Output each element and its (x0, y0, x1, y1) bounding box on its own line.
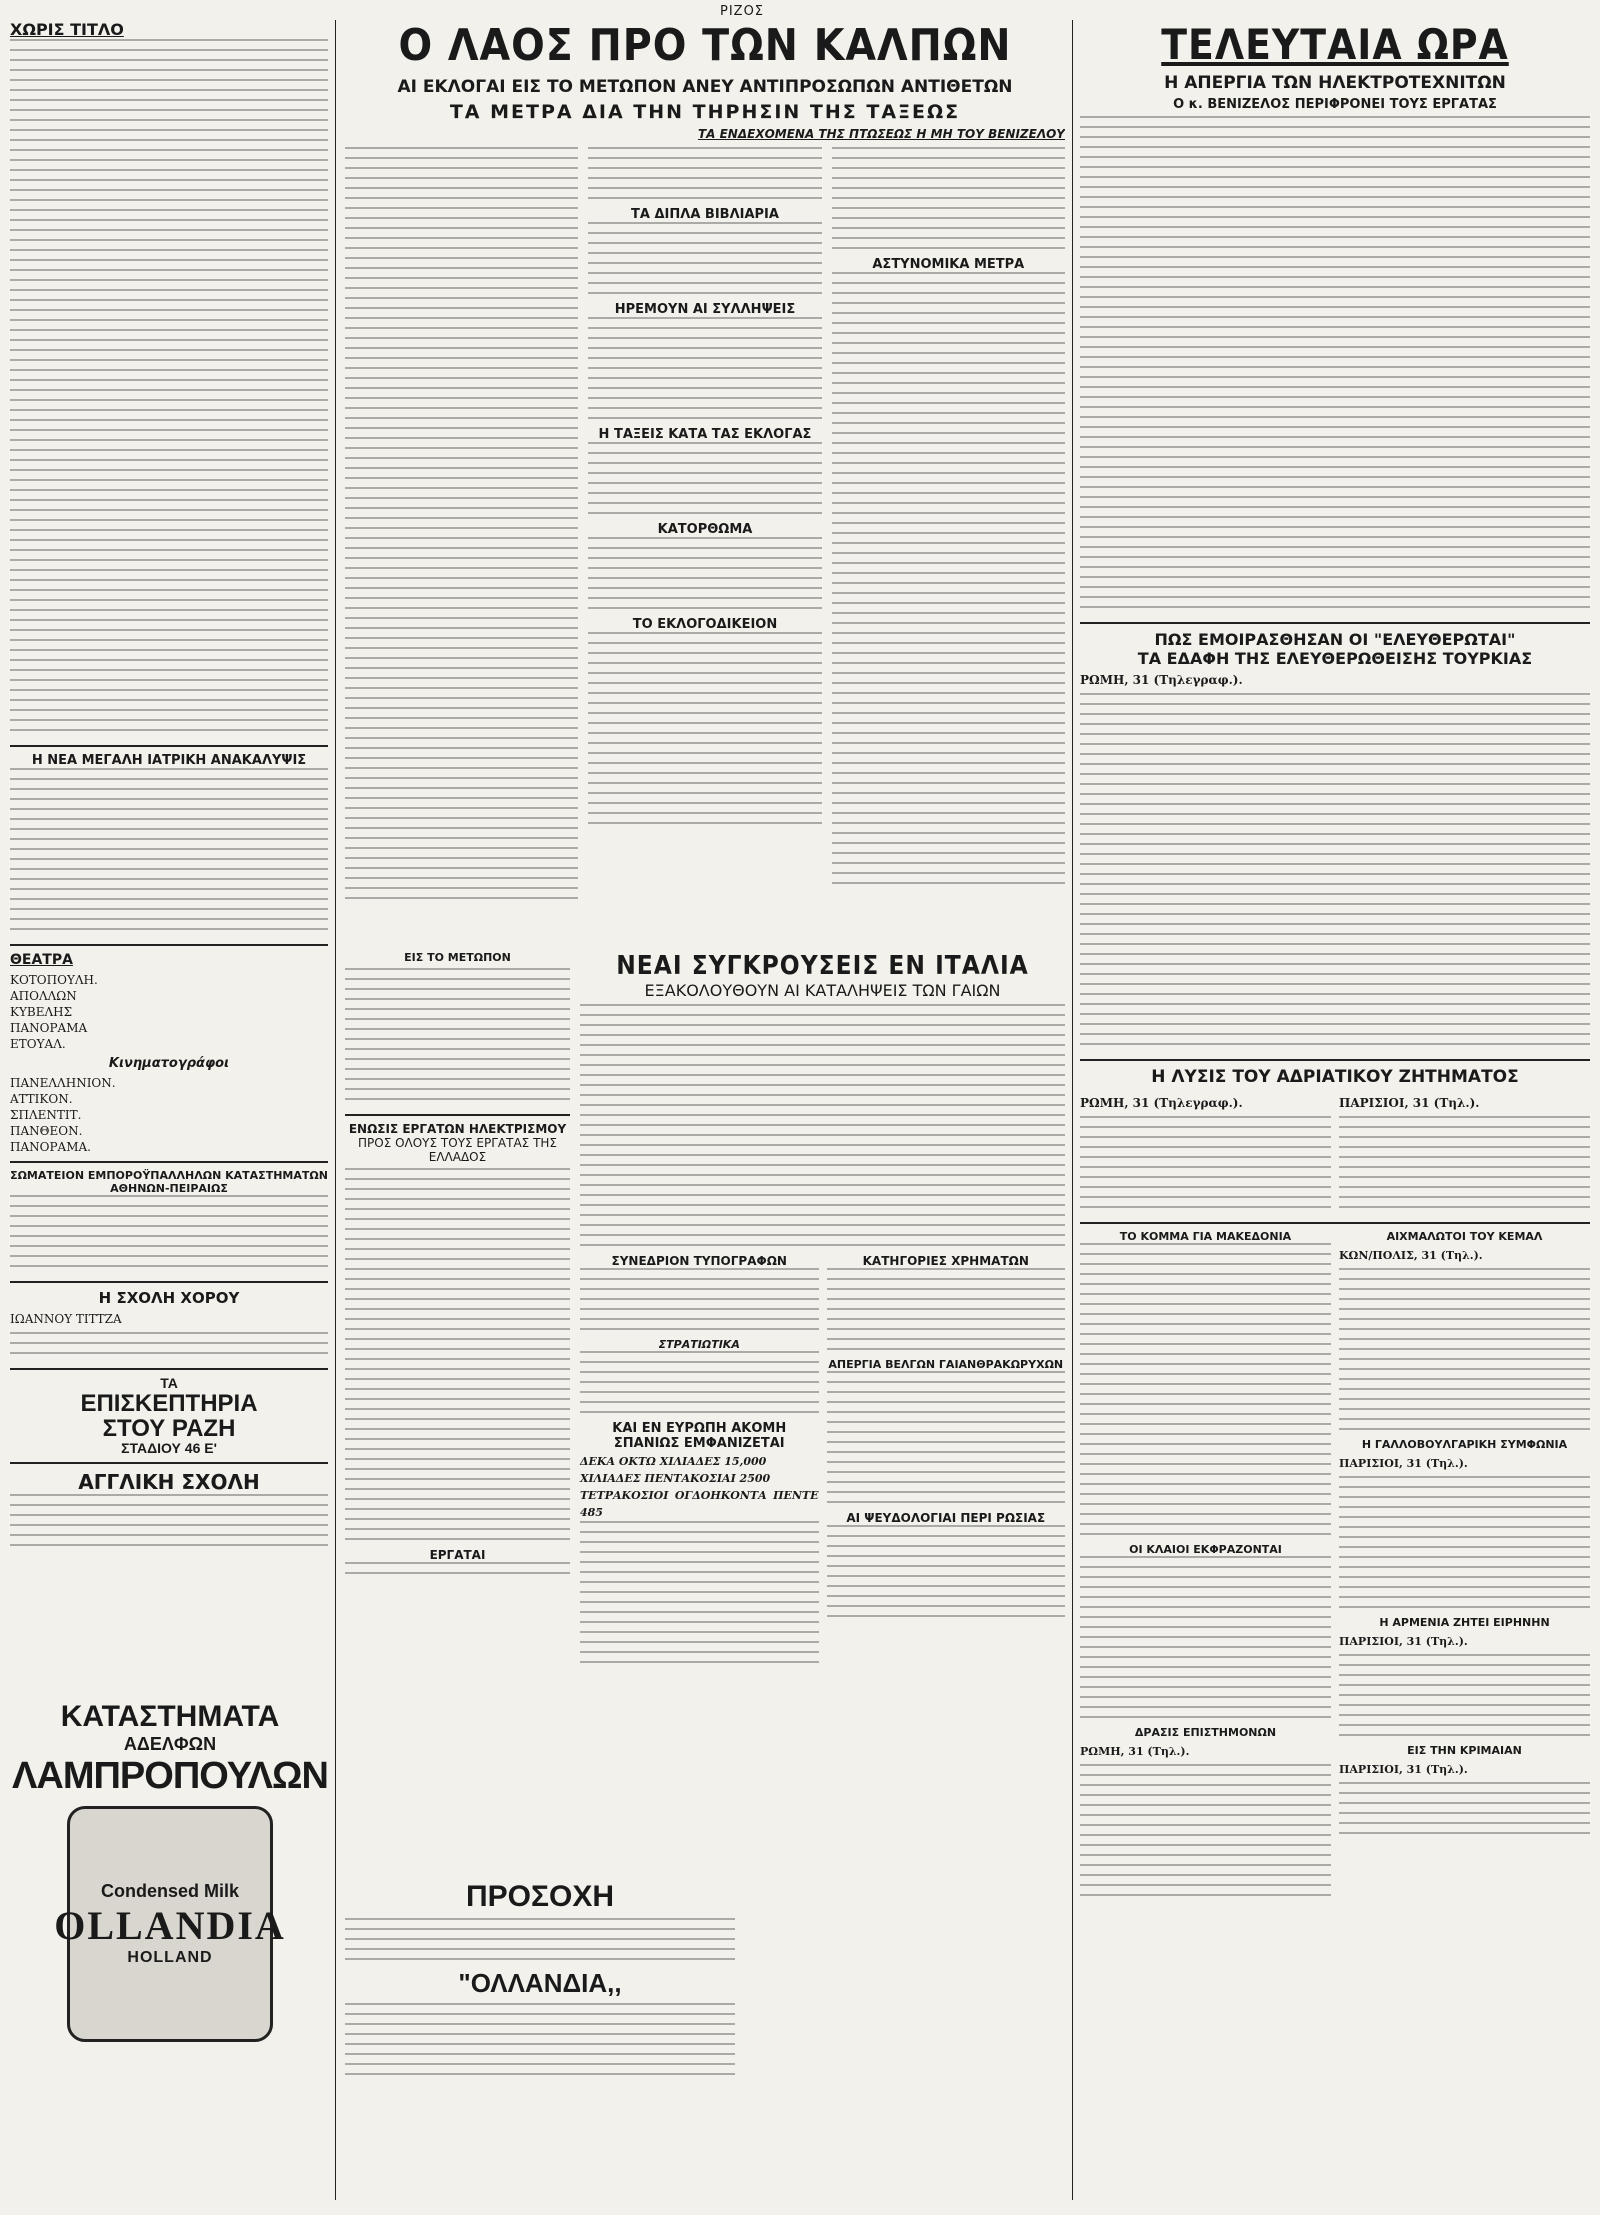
can-label: HOLLAND (127, 1949, 213, 1966)
stat-line: ΔΕΚΑ ΟΚΤΩ ΧΙΛΙΑΔΕΣ 15,000 (580, 1455, 767, 1468)
article-body (10, 1494, 328, 1554)
ad-text: ΤΑ (160, 1375, 178, 1391)
sub-headline: ΤΟ ΚΟΜΜΑ ΓΙΑ ΜΑΚΕΔΟΝΙΑ (1119, 1230, 1292, 1243)
sub-headline: ΤΑ ΕΔΑΦΗ ΤΗΣ ΕΛΕΥΘΕΡΩΘΕΙΣΗΣ ΤΟΥΡΚΙΑΣ (1137, 649, 1533, 668)
listing-item: ΠΑΝΘΕΟΝ. (10, 1124, 83, 1138)
main-headline: Ο ΛΑΟΣ ΠΡΟ ΤΩΝ ΚΑΛΠΩΝ (398, 20, 1012, 71)
article-body (10, 768, 328, 938)
section-title: Η ΣΧΟΛΗ ΧΟΡΟΥ (98, 1289, 240, 1307)
sub-headline: Η ΑΠΕΡΓΙΑ ΤΩΝ ΗΛΕΚΤΡΟΤΕΧΝΙΤΩΝ (1164, 73, 1506, 93)
section-title: ΣΩΜΑΤΕΙΟΝ ΕΜΠΟΡΟΫΠΑΛΛΗΛΩΝ ΚΑΤΑΣΤΗΜΑΤΩΝ ΑΘΗΝΩΝ-ΠΕΙΡΑΙΩΣ (10, 1169, 328, 1195)
ad-headline: ΚΑΤΑΣΤΗΜΑΤΑ (60, 1700, 280, 1733)
ad-text: ΕΠΙΣΚΕΠΤΗΡΙΑ (80, 1389, 258, 1417)
lower-right (1080, 1230, 1590, 1904)
sub-headline: Ο κ. ΒΕΝΙΖΕΛΟΣ ΠΕΡΙΦΡΟΝΕΙ ΤΟΥΣ ΕΡΓΑΤΑΣ (1173, 97, 1497, 112)
sub-headline: ΚΑΤΗΓΟΡΙΕΣ ΧΡΗΜΑΤΩΝ (862, 1254, 1029, 1268)
sub-headline: ΣΤΡΑΤΙΩΤΙΚΑ (658, 1338, 740, 1351)
adria-columns (1080, 1091, 1590, 1216)
dateline: ΠΑΡΙΣΙΟΙ, 31 (Τηλ.). (1339, 1763, 1468, 1776)
article-body (1080, 116, 1590, 616)
sub-headline: ΕΞΑΚΟΛΟΥΘΟΥΝ ΑΙ ΚΑΤΑΛΗΨΕΙΣ ΤΩΝ ΓΑΙΩΝ (644, 981, 1001, 1000)
union-notice (345, 951, 570, 1671)
sub-headline: Η ΑΡΜΕΝΙΑ ΖΗΤΕΙ ΕΙΡΗΝΗΝ (1379, 1616, 1550, 1629)
sub-headline: Η ΓΑΛΛΟΒΟΥΛΓΑΡΙΚΗ ΣΥΜΦΩΝΙΑ (1361, 1438, 1568, 1451)
sub-headline: ΕΡΓΑΤΑΙ (429, 1548, 486, 1562)
sub-headline: ΟΙ ΚΛΑΙΟΙ ΕΚΦΡΑΖΟΝΤΑΙ (1129, 1543, 1282, 1556)
masthead (0, 0, 1600, 22)
ad-headline: ΑΔΕΛΦΩΝ (123, 1734, 217, 1754)
article-col (345, 147, 578, 947)
main-headline: ΤΕΛΕΥΤΑΙΑ ΩΡΑ (1161, 20, 1509, 69)
sub-headline: ΚΑΙ ΕΝ ΕΥΡΩΠΗ ΑΚΟΜΗ ΣΠΑΝΙΩΣ ΕΜΦΑΝΙΖΕΤΑΙ (612, 1421, 787, 1451)
divider (10, 1462, 328, 1464)
ad-block (10, 1700, 330, 2190)
center-column (345, 20, 1065, 1820)
sub-headline: ΕΙΣ ΤΟ ΜΕΤΩΠΟΝ (404, 951, 511, 964)
headline: ΝΕΑΙ ΣΥΓΚΡΟΥΣΕΙΣ ΕΝ ΙΤΑΛΙΑ (616, 951, 1029, 981)
column-divider (335, 20, 336, 2200)
sub-headline: ΔΡΑΣΙΣ ΕΠΙΣΤΗΜΟΝΩΝ (1134, 1726, 1277, 1739)
ad-text: ΣΤΟΥ ΡΑΖΗ (102, 1414, 236, 1442)
ad-visiting-cards (10, 1376, 328, 1456)
sub-headline: Η ΛΥΣΙΣ ΤΟΥ ΑΔΡΙΑΤΙΚΟΥ ΖΗΤΗΜΑΤΟΣ (1151, 1067, 1519, 1087)
milk-can-image (54, 1806, 286, 2042)
can-label: Condensed Milk (100, 1881, 239, 1901)
dance-line: ΙΩΑΝΝΟΥ ΤΙΤΤΖΑ (10, 1312, 122, 1326)
dateline: ΡΩΜΗ, 31 (Τηλεγραφ.). (1080, 1096, 1243, 1110)
divider (10, 1281, 328, 1283)
listing-item: ΚΟΤΟΠΟΥΛΗ. (10, 973, 98, 987)
sub-headline: ΑΙ ΕΚΛΟΓΑΙ ΕΙΣ ΤΟ ΜΕΤΩΠΟΝ ΑΝΕΥ ΑΝΤΙΠΡΟΣΩΠΩΝ ΑΝΤΙΘΕΤΩΝ (397, 77, 1013, 97)
listing-item: ΑΤΤΙΚΟΝ. (10, 1092, 73, 1106)
sub-headline: ΠΩΣ ΕΜΟΙΡΑΣΘΗΣΑΝ ΟΙ "ΕΛΕΥΘΕΡΩΤΑΙ" (1154, 630, 1516, 649)
divider (10, 1161, 328, 1163)
masthead-label: ΡΙΖΟΣ (720, 4, 765, 19)
sub-headline: ΑΙ ΨΕΥΔΟΛΟΓΙΑΙ ΠΕΡΙ ΡΩΣΙΑΣ (846, 1511, 1046, 1525)
listing-item: ΚΥΒΕΛΗΣ (10, 1005, 73, 1019)
section-title: ΑΓΓΛΙΚΗ ΣΧΟΛΗ (78, 1469, 260, 1494)
lower-center (345, 951, 1065, 1671)
dateline: ΡΩΜΗ, 31 (Τηλεγραφ.). (1080, 673, 1243, 687)
listing-item: ΣΠΛΕΝΤΙΤ. (10, 1108, 82, 1122)
sub-headline: ΤΑ ΔΙΠΛΑ ΒΙΒΛΙΑΡΙΑ (631, 207, 779, 222)
dateline: ΠΑΡΙΣΙΟΙ, 31 (Τηλ.). (1339, 1457, 1468, 1470)
sub-headline: ΤΑ ΜΕΤΡΑ ΔΙΑ ΤΗΝ ΤΗΡΗΣΙΝ ΤΗΣ ΤΑΞΕΩΣ (449, 101, 961, 123)
dateline: ΡΩΜΗ, 31 (Τηλ.). (1080, 1745, 1190, 1758)
article-columns (345, 147, 1065, 947)
section-title: ΧΩΡΙΣ ΤΙΤΛΟ (10, 20, 124, 39)
article-body (1080, 693, 1590, 1053)
sub-headline: ΑΙΧΜΑΛΩΤΟΙ ΤΟΥ ΚΕΜΑΛ (1386, 1230, 1543, 1243)
article-col (832, 147, 1065, 947)
sub-headline: ΤΟ ΕΚΛΟΓΟΔΙΚΕΙΟΝ (632, 617, 778, 632)
article-col (588, 147, 821, 947)
article-body (10, 1332, 328, 1362)
divider (10, 745, 328, 747)
sub-headline: Η ΤΑΞΕΙΣ ΚΑΤΑ ΤΑΣ ΕΚΛΟΓΑΣ (598, 427, 812, 442)
ad-text: ΣΤΑΔΙΟΥ 46 Ε' (121, 1440, 217, 1457)
italy-story (580, 951, 1065, 1671)
section-title: Κινηματογράφοι (108, 1056, 230, 1071)
dateline: ΚΩΝ/ΠΟΛΙΣ, 31 (Τηλ.). (1339, 1249, 1483, 1262)
ad-headline: ΠΡΟΣΟΧΗ (465, 1880, 615, 1913)
can-label: OLLANDIA (54, 1903, 286, 1948)
ad-headline: ΛΑΜΠΡΟΠΟΥΛΩΝ (12, 1755, 328, 1797)
kicker: ΤΑ ΕΝΔΕΧΟΜΕΝΑ ΤΗΣ ΠΤΩΣΕΩΣ Η ΜΗ ΤΟΥ ΒΕΝΙΖΕΛΟΥ (697, 127, 1065, 141)
dateline: ΠΑΡΙΣΙΟΙ, 31 (Τηλ.). (1339, 1096, 1480, 1110)
column-divider (1072, 20, 1073, 2200)
listing-item: ΠΑΝΕΛΛΗΝΙΟΝ. (10, 1076, 116, 1090)
sub-headline: ΑΣΤΥΝΟΜΙΚΑ ΜΕΤΡΑ (872, 257, 1025, 272)
divider (10, 1368, 328, 1370)
listing-item: ΠΑΝΟΡΑΜΑ (10, 1021, 88, 1035)
sub-headline: ΠΡΟΣ ΟΛΟΥΣ ΤΟΥΣ ΕΡΓΑΤΑΣ ΤΗΣ ΕΛΛΑΔΟΣ (357, 1136, 557, 1164)
ad-headline: "ΟΛΛΑΝΔΙΑ,, (458, 1968, 622, 1998)
section-title: ΘΕΑΤΡΑ (10, 952, 73, 968)
article-body (10, 39, 328, 739)
sub-headline: ΗΡΕΜΟΥΝ ΑΙ ΣΥΛΛΗΨΕΙΣ (614, 302, 796, 317)
right-column (1080, 20, 1590, 2200)
section-title: Η ΝΕΑ ΜΕΓΑΛΗ ΙΑΤΡΙΚΗ ΑΝΑΚΑΛΥΨΙΣ (31, 753, 307, 768)
italy-subcolumns (580, 1254, 1065, 1671)
dateline: ΠΑΡΙΣΙΟΙ, 31 (Τηλ.). (1339, 1635, 1468, 1648)
sub-headline: ΕΙΣ ΤΗΝ ΚΡΙΜΑΙΑΝ (1407, 1744, 1522, 1757)
sub-headline: ΕΝΩΣΙΣ ΕΡΓΑΤΩΝ ΗΛΕΚΤΡΙΣΜΟΥ (348, 1122, 567, 1136)
sub-headline: ΚΑΤΟΡΘΩΜΑ (657, 522, 753, 537)
sub-headline: ΑΠΕΡΓΙΑ ΒΕΛΓΩΝ ΓΑΙΑΝΘΡΑΚΩΡΥΧΩΝ (828, 1358, 1064, 1371)
sub-headline: ΣΥΝΕΔΡΙΟΝ ΤΥΠΟΓΡΑΦΩΝ (611, 1254, 787, 1268)
article-body (10, 1195, 328, 1275)
listing-item: ΠΑΝΟΡΑΜΑ. (10, 1140, 91, 1154)
stat-line: ΧΙΛΙΑΔΕΣ ΠΕΝΤΑΚΟΣΙΑΙ 2500 (580, 1472, 771, 1485)
divider (10, 944, 328, 946)
stat-line: ΤΕΤΡΑΚΟΣΙΟΙ ΟΓΔΟΗΚΟΝΤΑ ΠΕΝΤΕ 485 (580, 1489, 819, 1519)
listing-item: ΕΤΟΥΑΛ. (10, 1037, 66, 1051)
ad-text-block (345, 1880, 735, 2180)
listing-item: ΑΠΟΛΛΩΝ (10, 989, 77, 1003)
